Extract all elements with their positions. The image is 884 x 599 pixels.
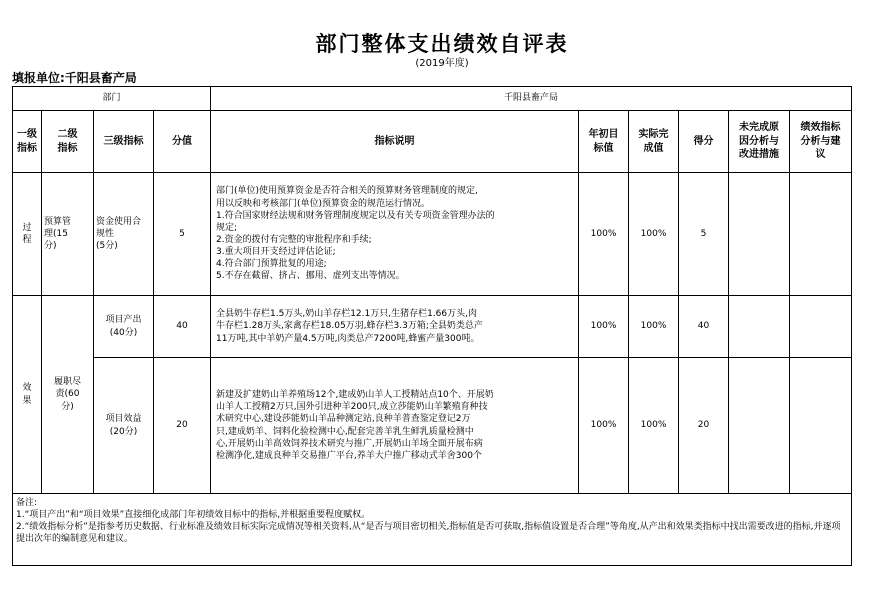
actual-cell: 100% [629,358,679,494]
suggest-cell [790,173,852,296]
page-title: 部门整体支出绩效自评表 [315,32,569,56]
got-cell: 40 [679,296,729,358]
actual-cell: 100% [629,296,679,358]
header-level3: 三级指标 [94,111,154,173]
notes-title: 备注: [16,498,38,508]
desc-cell: 全县奶牛存栏1.5万头,奶山羊存栏12.1万只,生猪存栏1.66万头,肉 牛存栏1.28万头,家禽存栏18.05万羽,蜂存栏3.3万箱;全县奶类总产 11万吨,其中羊奶产量4.5万吨,肉类总产7200吨,蜂蜜产量300吨。 [211,296,579,358]
header-desc: 指标说明 [211,111,579,173]
notes-line-2: 2.“绩效指标分析”是指参考历史数据、行业标准及绩效目标实际完成情况等相关资料,从“是否与项目密切相关,指标值是否可获取,指标值设置是否合理”等角度,从产出和效果类指标中找出需要改进的指标,并逐项提出次年的编制意见和建议。 [16,522,841,545]
suggest-cell [790,358,852,494]
got-cell: 20 [679,358,729,494]
level2-cell: 预算管 理(15 分) [42,173,94,296]
level3-cell: 项目效益 (20分) [94,358,154,494]
reporting-unit: 填报单位:千阳县畜产局 [12,71,137,85]
actual-cell: 100% [629,173,679,296]
header-row [13,111,852,173]
header-level2: 二级 指标 [42,111,94,173]
page-subtitle: (2019年度) [415,58,469,69]
notes-cell [13,494,852,566]
score-cell: 40 [154,296,211,358]
reason-cell [729,173,790,296]
level1-cell: 效 果 [13,296,42,494]
reason-cell [729,358,790,494]
header-suggest: 绩效指标 分析与建 议 [790,111,852,173]
dept-value: 千阳县畜产局 [211,87,852,111]
notes-line-1: 1.“项目产出”和“项目效果”直接细化成部门年初绩效目标中的指标,并根据重要程度赋权。 [16,510,371,521]
header-reason: 未完成原 因分析与 改进措施 [729,111,790,173]
target-cell: 100% [579,358,629,494]
header-actual: 实际完 成值 [629,111,679,173]
score-cell: 20 [154,358,211,494]
desc-cell: 部门(单位)使用预算资金是否符合相关的预算财务管理制度的规定, 用以反映和考核部门(单位)预算资金的规范运行情况。 1.符合国家财经法规和财务管理制度规定以及有关专项资金管理办法的 规定; 2.资金的拨付有完整的审批程序和手续; 3.重大项目开支经过评估论证; 4.符合部门预算批复的用途; 5.不存在截留、挤占、挪用、虚列支出等情况。 [211,173,579,296]
level3-cell: 资金使用合 规性 (5分) [94,173,154,296]
score-cell: 5 [154,173,211,296]
dept-label: 部门 [13,87,211,111]
target-cell: 100% [579,173,629,296]
notes-row [13,494,852,566]
table-row [13,358,852,494]
dept-row [13,87,852,111]
table-row [13,296,852,358]
target-cell: 100% [579,296,629,358]
table-row [13,173,852,296]
header-got: 得分 [679,111,729,173]
evaluation-table [12,86,852,566]
level1-cell: 过 程 [13,173,42,296]
header-level1: 一级 指标 [13,111,42,173]
level2-cell: 履职尽 责(60 分) [42,296,94,494]
reason-cell [729,296,790,358]
got-cell: 5 [679,173,729,296]
desc-cell: 新建及扩建奶山羊养殖场12个,建成奶山羊人工授精站点10个、开展奶 山羊人工授精2万只,国外引进种羊200只,成立莎能奶山羊繁殖育种技 术研究中心,建设莎能奶山羊品种测定站,良种羊普查鉴定登记2万 只,建成奶羊、饲料化验检测中心,配套完善羊乳生鲜乳质量检测中 心,开展奶山羊高效饲养技术研究与推广,开展奶山羊场全面开展布病 检测净化,建成良种羊交易推广平台,养羊大户推广移动式羊舍300个 [211,358,579,494]
level3-cell: 项目产出 (40分) [94,296,154,358]
suggest-cell [790,296,852,358]
header-target: 年初目 标值 [579,111,629,173]
header-score: 分值 [154,111,211,173]
